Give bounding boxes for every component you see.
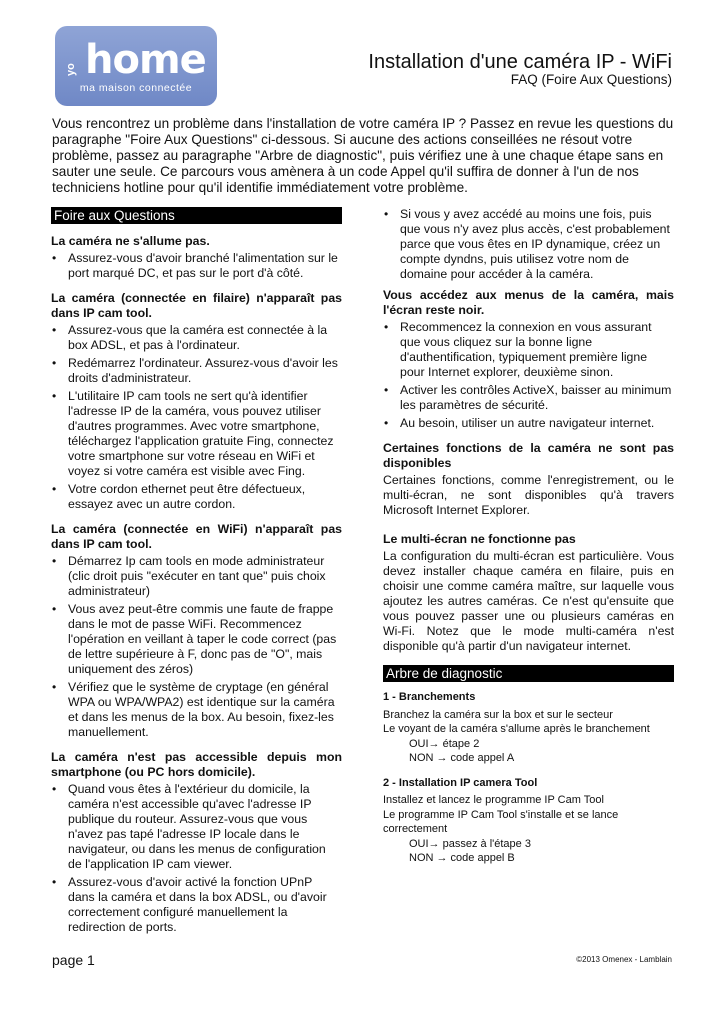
diagnostic-heading: Arbre de diagnostic [383,665,674,682]
faq-heading: Foire aux Questions [51,207,342,224]
list-item: • Quand vous êtes à l'extérieur du domicile, la caméra n'est accessible qu'avec l'adresse IP publique du routeur. Assurez-vous que vous n'avez pas tapé l'adresse IP locale dans le navigateur, ou dans les menus de configuration de l'application IP cam viewer. [51,782,342,872]
step-yes: OUI→ étape 2 [409,737,480,750]
step-title: 2 - Installation IP camera Tool [383,776,538,789]
step-title: 1 - Branchements [383,691,476,703]
list-item: • Redémarrez l'ordinateur. Assurez-vous d'avoir les droits d'administrateur. [51,356,342,386]
diagnostic-tree [383,690,674,866]
page-subtitle: FAQ (Foire Aux Questions) [510,72,672,87]
step-no: NON → code appel A [409,752,515,764]
list-item: • Au besoin, utiliser un autre navigateur internet. [383,416,674,431]
step-line: Le voyant de la caméra s'allume après le branchement [383,723,650,735]
list-item: • Assurez-vous d'avoir branché l'alimentation sur le port marqué DC, et pas sur le port d'à côté. [51,251,342,281]
page-title: Installation d'une caméra IP - WiFi [368,51,672,73]
logo-word: home [85,37,206,83]
page-number: page 1 [52,952,95,968]
copyright: ©2013 Omenex - Lamblain [576,955,672,964]
step-no: NON → code appel B [409,852,515,864]
answer-text: Certaines fonctions, comme l'enregistrement, ou le multi-écran, ne sont disponibles qu'à travers Microsoft Internet Explorer. [383,473,674,517]
step-line: Branchez la caméra sur la box et sur le secteur [383,708,613,721]
list-item: • Si vous y avez accédé au moins une fois, puis que vous n'y avez plus accès, c'est probablement parce que vous êtes en IP dynamique, créez un compte dyndns, puis utilisez votre nom de domaine pour accéder à la caméra. [383,207,674,282]
answer-list [51,323,342,512]
logo-tagline: ma maison connectée [79,82,193,94]
step-yes: OUI→ passez à l'étape 3 [409,837,531,850]
list-item: • Vérifiez que le système de cryptage (en général WPA ou WPA/WPA2) est identique sur la caméra et dans les menus de la box. Au besoin, fixez-les manuellement. [51,680,342,740]
step-line: Installez et lancez le programme IP Cam Tool [383,794,604,806]
list-item: • Votre cordon ethernet peut être défectueux, essayez avec un autre cordon. [51,482,342,512]
question-title: La caméra ne s'allume pas. [51,234,210,248]
logo-prefix: yo [65,63,77,76]
intro-paragraph: Vous rencontrez un problème dans l'installation de votre caméra IP ? Passez en revue les questions du paragraphe "Foire Aux Questions" ci-dessous. Si aucune des actions conseillées ne résout votre problème, passez au paragraphe "Arbre de diagnostic", puis vérifiez une à une chaque étape sans en sauter une seule. Ce parcours vous amènera à un code Appel qu'il suffira de donner à l'un de nos techniciens hotline pour qu'il identifie immédiatement votre problème. [52,116,674,195]
left-column [51,207,342,938]
answer-list [383,207,674,282]
list-item: • Démarrez Ip cam tools en mode administrateur (clic droit puis "exécuter en tant que" puis choix administrateur) [51,554,342,599]
right-column [383,207,674,866]
answer-list [51,251,342,281]
question-title: La caméra (connectée en filaire) n'apparaît pas dans IP cam tool. [51,291,342,320]
question-title: La caméra (connectée en WiFi) n'apparaît pas dans IP cam tool. [51,522,342,551]
list-item: • Recommencez la connexion en vous assurant que vous cliquez sur la bonne ligne d'authentification, typiquement première ligne pour Internet explorer, deuxième sinon. [383,320,674,380]
question-title: Certaines fonctions de la caméra ne sont pas disponibles [383,441,674,470]
list-item: • L'utilitaire IP cam tools ne sert qu'à identifier l'adresse IP de la caméra, vous pouvez utiliser d'autres programmes. Avec votre smartphone, téléchargez l'application gratuite Fing, connectez votre smartphone sur votre réseau en WiFi et voyez si votre caméra est visible avec Fing. [51,389,342,479]
question-title: Le multi-écran ne fonctionne pas [383,532,576,546]
answer-text: La configuration du multi-écran est particulière. Vous devez installer chaque caméra en filaire, puis en choisir une comme caméra maître, sur laquelle vous ajoutez les autres caméras. Ce n'est qu'ensuite que vous pouvez passer une ou plusieurs caméras en Wi-Fi. Notez que le mode multi-caméra n'est disponible qu'à partir d'un navigateur internet. [383,549,674,653]
answer-list [51,554,342,740]
list-item: • Assurez-vous que la caméra est connectée à la box ADSL, et pas à l'ordinateur. [51,323,342,353]
answer-list [51,782,342,935]
question-title: La caméra n'est pas accessible depuis mon smartphone (ou PC hors domicile). [51,750,342,779]
list-item: • Vous avez peut-être commis une faute de frappe dans le mot de passe WiFi. Recommencez l'opération en veillant à taper le code correct (pas de lettre supérieure à F, donc pas de "O", mais uniquement des zéros) [51,602,342,677]
step-line: Le programme IP Cam Tool s'installe et se lance correctement [383,808,619,835]
list-item: • Assurez-vous d'avoir activé la fonction UPnP dans la caméra et dans la box ADSL, ou d'avoir correctement configuré manuellement la redirection de ports. [51,875,342,935]
answer-list [383,320,674,431]
question-title: Vous accédez aux menus de la caméra, mais l'écran reste noir. [383,288,674,317]
logo [55,26,217,106]
list-item: • Activer les contrôles ActiveX, baisser au minimum les paramètres de sécurité. [383,383,674,413]
